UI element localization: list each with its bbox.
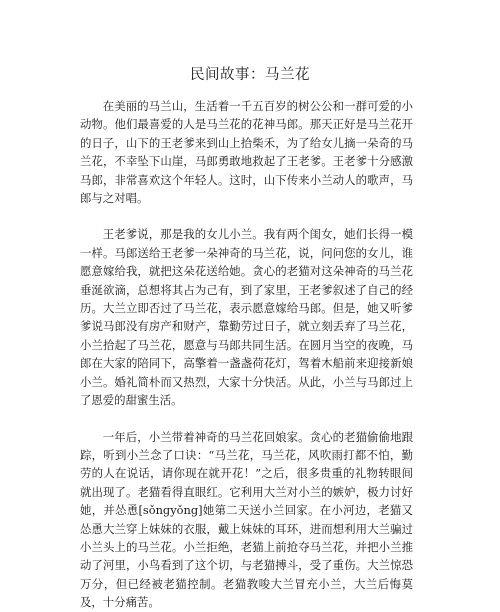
story-body: [80, 97, 413, 612]
paragraph-1: 在美丽的马兰山，生活着一千五百岁的树公公和一群可爱的小动物。他们最喜爱的人是马兰花的花神马郎。那天正好是马兰花开的日子，山下的王老爹来到山上拾柴禾，为了给女儿摘一朵奇的马兰花，不幸坠下山崖，马郎勇敢地救起了王老爹。王老爹十分感激马郎，非常喜欢这个年轻人。这时，山下传来小兰动人的歌声，马郎与之对唱。: [80, 99, 413, 206]
paragraph-3: 一年后，小兰带着神奇的马兰花回娘家。贪心的老猫偷偷地跟踪，听到小兰念了口诀：“马兰花，马兰花，风吹雨打都不怕，勤劳的人在说话，请你现在就开花！”之后，很多贵重的礼物转眼间就出现了。老猫看得直眼红。它利用大兰对小兰的嫉妒，极力讨好她，并怂恿[sǒngyǒng]她第二天送小兰回家。在小河边，老猫又怂恿大兰穿上妹妹的衣服，戴上妹妹的耳环，进而想利用大兰骗过小兰头上的马兰花。小兰拒绝，老猫上前抢夺马兰花，并把小兰推动了河里，小鸟看到了这个切，与老猫搏斗，受了重伤。大兰惊恐万分，但已经被老猫控制。老猫教唆大兰冒充小兰，大兰后悔莫及，十分痛苦。: [80, 429, 413, 610]
story-title: 民间故事：马兰花: [190, 67, 310, 83]
paragraph-2: 王老爹说，那是我的女儿小兰。我有两个闺女，她们长得一模一样。马郎送给王老爹一朵神奇的马兰花，说，问问您的女儿，谁愿意嫁给我，就把这朵花送给她。贪心的老猫对这朵神奇的马兰花垂涎欲滴，总想将其占为己有，到了家里，王老爹叙述了自己的经历。大兰立即否过了马兰花，表示愿意嫁给马郎。但是，她又听爹爹说马郎没有房产和财产，靠勤劳过日子，就立刻丢弃了马兰花，小兰拾起了马兰花，愿意与马郎共同生活。在圆月当空的夜晚，马郎在大家的陪同下，高擎着一盏盏荷花灯，驾着木船前来迎接新娘小兰。婚礼简朴而又热烈，大家十分快活。从此，小兰与马郎过上了恩爱的甜蜜生活。: [80, 227, 413, 408]
